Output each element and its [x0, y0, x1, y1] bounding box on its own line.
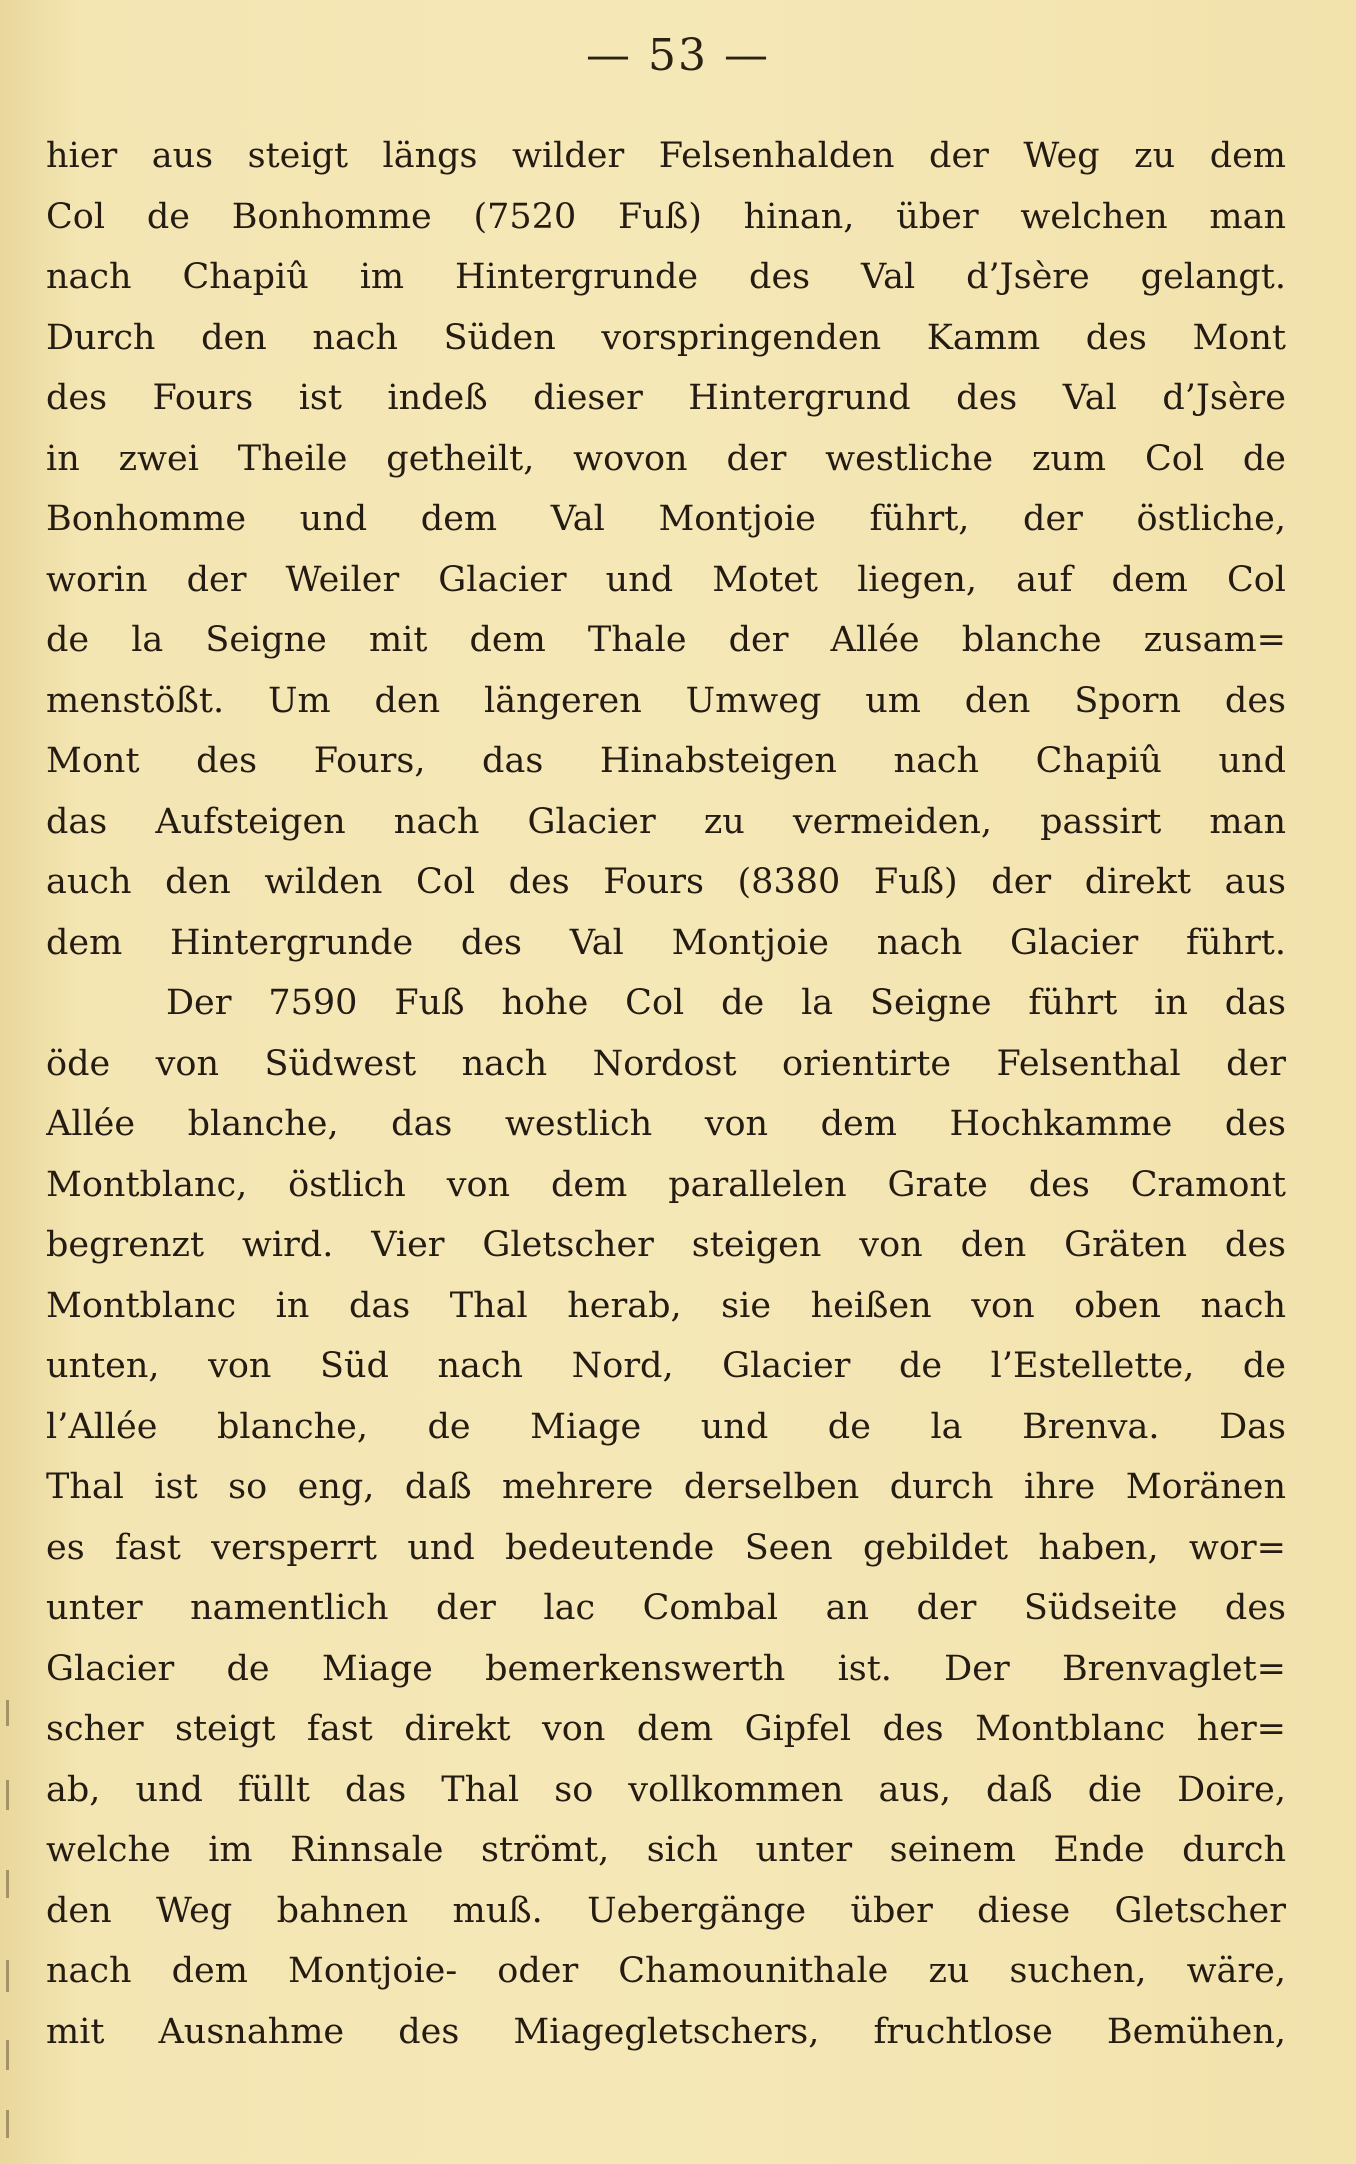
text-line: dem Hintergrunde des Val Montjoie nach Glacier führt.	[46, 922, 1286, 963]
text-line: nach dem Montjoie- oder Chamounithale zu suchen, wäre,	[46, 1951, 1286, 1991]
text-line: Mont des Fours, das Hinabsteigen nach Chapiû und	[46, 741, 1286, 781]
text-line: öde von Südwest nach Nordost orientirte Felsenthal der	[46, 1043, 1286, 1084]
text-line: unter namentlich der lac Combal an der Südseite des	[46, 1588, 1286, 1628]
text-line: Durch den nach Süden vorspringenden Kamm des Mont	[46, 317, 1286, 358]
text-line: worin der Weiler Glacier und Motet liegen, auf dem Col	[46, 559, 1286, 600]
page-number: — 53 —	[586, 30, 770, 81]
text-line: l’Allée blanche, de Miage und de la Brenva. Das	[46, 1406, 1286, 1447]
text-line: Bonhomme und dem Val Montjoie führt, der östliche,	[46, 499, 1286, 539]
text-line: welche im Rinnsale strömt, sich unter seinem Ende durch	[46, 1830, 1286, 1870]
text-line: in zwei Theile getheilt, wovon der westliche zum Col de	[46, 438, 1286, 479]
text-line: es fast versperrt und bedeutende Seen gebildet haben, wor=	[46, 1527, 1286, 1568]
text-line: den Weg bahnen muß. Uebergänge über diese Gletscher	[46, 1890, 1286, 1931]
text-line: Glacier de Miage bemerkenswerth ist. Der Brenvaglet=	[46, 1648, 1286, 1689]
text-line: Thal ist so eng, daß mehrere derselben durch ihre Moränen	[46, 1467, 1286, 1507]
text-line: Col de Bonhomme (7520 Fuß) hinan, über welchen man	[46, 196, 1286, 237]
text-line: ab, und füllt das Thal so vollkommen aus, daß die Doire,	[46, 1769, 1286, 1810]
text-line: das Aufsteigen nach Glacier zu vermeiden, passirt man	[46, 801, 1286, 842]
text-line: nach Chapiû im Hintergrunde des Val d’Jsère gelangt.	[46, 257, 1286, 297]
text-line: auch den wilden Col des Fours (8380 Fuß) der direkt aus	[46, 862, 1286, 902]
text-line: unten, von Süd nach Nord, Glacier de l’Estellette, de	[46, 1346, 1286, 1386]
text-line: hier aus steigt längs wilder Felsenhalden der Weg zu dem	[46, 136, 1286, 176]
text-line-indented: Der 7590 Fuß hohe Col de la Seigne führt in das	[166, 983, 1286, 1023]
text-line: Montblanc, östlich von dem parallelen Grate des Cramont	[46, 1164, 1286, 1205]
text-line: des Fours ist indeß dieser Hintergrund des Val d’Jsère	[46, 378, 1286, 418]
text-line: mit Ausnahme des Miagegletschers, fruchtlose Bemühen,	[46, 2011, 1286, 2052]
text-line: de la Seigne mit dem Thale der Allée blanche zusam=	[46, 620, 1286, 660]
text-line: Montblanc in das Thal herab, sie heißen von oben nach	[46, 1285, 1286, 1326]
text-line: scher steigt fast direkt von dem Gipfel des Montblanc her=	[46, 1709, 1286, 1749]
binding-edge-marks	[2, 1660, 16, 2140]
text-line: begrenzt wird. Vier Gletscher steigen von den Gräten des	[46, 1225, 1286, 1265]
text-line: Allée blanche, das westlich von dem Hochkamme des	[46, 1104, 1286, 1144]
body-text	[46, 126, 1286, 2062]
text-line: menstößt. Um den längeren Umweg um den Sporn des	[46, 680, 1286, 721]
